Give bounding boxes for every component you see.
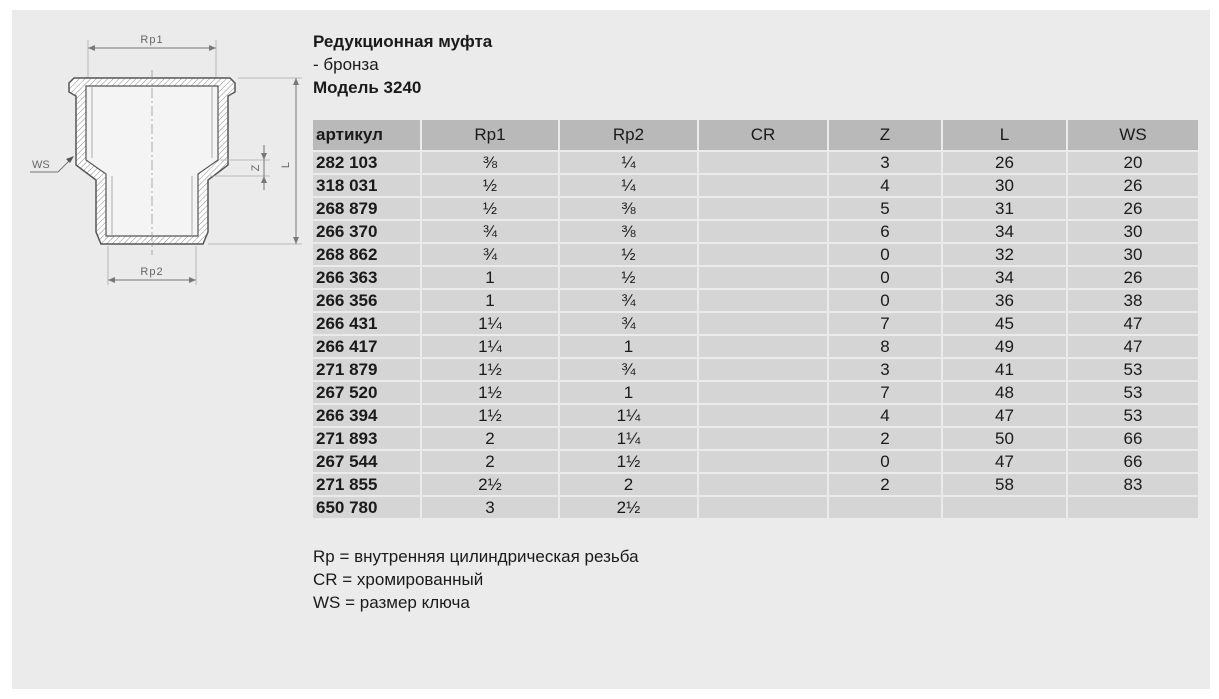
cell-cr	[697, 196, 827, 219]
cell-ws: 83	[1066, 472, 1198, 495]
cell-rp2: ½	[558, 242, 697, 265]
cell-z: 3	[827, 357, 941, 380]
legend	[313, 545, 639, 614]
cell-z: 0	[827, 265, 941, 288]
cell-ws: 47	[1066, 334, 1198, 357]
cell-ws: 66	[1066, 426, 1198, 449]
table-row	[313, 242, 1198, 265]
cell-cr	[697, 472, 827, 495]
table-row	[313, 265, 1198, 288]
cell-z: 8	[827, 334, 941, 357]
cell-rp1: ¾	[420, 219, 558, 242]
cell-l: 41	[941, 357, 1066, 380]
cell-z: 2	[827, 472, 941, 495]
legend-cr: CR = хромированный	[313, 570, 484, 589]
fitting-drawing	[12, 10, 322, 310]
cell-cr	[697, 288, 827, 311]
ws-callout	[30, 156, 74, 172]
cell-ws	[1066, 495, 1198, 518]
fitting-body	[69, 70, 235, 255]
cell-l: 47	[941, 449, 1066, 472]
cell-l: 31	[941, 196, 1066, 219]
product-model: Модель 3240	[313, 78, 422, 97]
table-row	[313, 150, 1198, 173]
cell-ws: 20	[1066, 150, 1198, 173]
cell-rp2: ¼	[558, 173, 697, 196]
table-row	[313, 472, 1198, 495]
cell-rp1: ⅜	[420, 150, 558, 173]
cell-cr	[697, 265, 827, 288]
cell-rp1: ½	[420, 196, 558, 219]
cell-rp1: ½	[420, 173, 558, 196]
cell-article: 266 394	[313, 403, 420, 426]
cell-ws: 47	[1066, 311, 1198, 334]
cell-l: 45	[941, 311, 1066, 334]
cell-rp1: 1½	[420, 380, 558, 403]
ws-label: WS	[32, 159, 50, 171]
cell-rp1: 2	[420, 449, 558, 472]
cell-l: 47	[941, 403, 1066, 426]
table-row	[313, 173, 1198, 196]
cell-article: 268 862	[313, 242, 420, 265]
cell-rp1: 2	[420, 426, 558, 449]
cell-rp2: 1¼	[558, 426, 697, 449]
cell-rp1: 1¼	[420, 311, 558, 334]
cell-rp2: ⅜	[558, 196, 697, 219]
legend-ws: WS = размер ключа	[313, 593, 470, 612]
table-header-row	[313, 120, 1198, 150]
cell-cr	[697, 173, 827, 196]
cell-z: 0	[827, 288, 941, 311]
cell-cr	[697, 311, 827, 334]
cell-z: 7	[827, 311, 941, 334]
table-row	[313, 334, 1198, 357]
cell-article: 266 417	[313, 334, 420, 357]
cell-article: 266 356	[313, 288, 420, 311]
cell-rp1: 1	[420, 288, 558, 311]
cell-l: 58	[941, 472, 1066, 495]
cell-l: 30	[941, 173, 1066, 196]
cell-cr	[697, 150, 827, 173]
table-row	[313, 380, 1198, 403]
cell-l	[941, 495, 1066, 518]
cell-article: 268 879	[313, 196, 420, 219]
cell-z: 3	[827, 150, 941, 173]
cell-rp1: ¾	[420, 242, 558, 265]
cell-rp2: 1	[558, 380, 697, 403]
cell-l: 49	[941, 334, 1066, 357]
cell-cr	[697, 403, 827, 426]
cell-rp1: 1½	[420, 403, 558, 426]
header-cr: CR	[697, 120, 827, 150]
cell-z: 2	[827, 426, 941, 449]
legend-rp: Rp = внутренняя цилиндрическая резьба	[313, 547, 639, 566]
table-row	[313, 449, 1198, 472]
cell-ws: 26	[1066, 265, 1198, 288]
cell-z: 5	[827, 196, 941, 219]
cell-l: 48	[941, 380, 1066, 403]
cell-article: 266 431	[313, 311, 420, 334]
cell-cr	[697, 426, 827, 449]
cell-rp2: 2	[558, 472, 697, 495]
cell-rp2: ¼	[558, 150, 697, 173]
cell-cr	[697, 334, 827, 357]
cell-ws: 53	[1066, 357, 1198, 380]
cell-article: 650 780	[313, 495, 420, 518]
table-row	[313, 219, 1198, 242]
cell-article: 266 370	[313, 219, 420, 242]
cell-ws: 26	[1066, 196, 1198, 219]
cell-ws: 38	[1066, 288, 1198, 311]
cell-z: 0	[827, 242, 941, 265]
table-body	[313, 150, 1198, 518]
header-z: Z	[827, 120, 941, 150]
product-title: Редукционная муфта	[313, 32, 493, 51]
product-heading	[313, 30, 492, 99]
cell-article: 267 544	[313, 449, 420, 472]
z-label: Z	[250, 164, 262, 172]
cell-ws: 30	[1066, 242, 1198, 265]
cell-rp2: ½	[558, 265, 697, 288]
cell-cr	[697, 357, 827, 380]
l-label: L	[280, 161, 292, 169]
cell-article: 266 363	[313, 265, 420, 288]
cell-rp2: ¾	[558, 357, 697, 380]
cell-cr	[697, 242, 827, 265]
cell-z: 4	[827, 403, 941, 426]
cell-rp1: 1¼	[420, 334, 558, 357]
cell-ws: 66	[1066, 449, 1198, 472]
cell-cr	[697, 495, 827, 518]
table-row	[313, 357, 1198, 380]
cell-ws: 53	[1066, 380, 1198, 403]
cell-l: 50	[941, 426, 1066, 449]
cell-cr	[697, 449, 827, 472]
product-material: - бронза	[313, 55, 379, 74]
cell-l: 36	[941, 288, 1066, 311]
cell-l: 32	[941, 242, 1066, 265]
cell-rp1: 3	[420, 495, 558, 518]
spec-table	[313, 120, 1198, 518]
cell-rp2: 1	[558, 334, 697, 357]
header-rp1: Rp1	[420, 120, 558, 150]
cell-z: 7	[827, 380, 941, 403]
cell-l: 34	[941, 265, 1066, 288]
cell-rp2: ¾	[558, 288, 697, 311]
cell-rp2: 1¼	[558, 403, 697, 426]
table-row	[313, 495, 1198, 518]
cell-rp1: 1	[420, 265, 558, 288]
cell-article: 271 855	[313, 472, 420, 495]
table-row	[313, 311, 1198, 334]
rp1-label: Rp1	[140, 34, 164, 46]
cell-ws: 26	[1066, 173, 1198, 196]
cell-l: 26	[941, 150, 1066, 173]
cell-rp2: 2½	[558, 495, 697, 518]
table-row	[313, 426, 1198, 449]
table-row	[313, 288, 1198, 311]
rp2-label: Rp2	[140, 266, 164, 278]
cell-z	[827, 495, 941, 518]
product-panel	[12, 10, 1210, 689]
cell-rp1: 2½	[420, 472, 558, 495]
header-article: артикул	[313, 120, 420, 150]
cell-article: 271 893	[313, 426, 420, 449]
table-row	[313, 403, 1198, 426]
cell-article: 282 103	[313, 150, 420, 173]
table-row	[313, 196, 1198, 219]
cell-rp2: ⅜	[558, 219, 697, 242]
cell-ws: 30	[1066, 219, 1198, 242]
cell-z: 4	[827, 173, 941, 196]
header-l: L	[941, 120, 1066, 150]
cell-cr	[697, 219, 827, 242]
cell-l: 34	[941, 219, 1066, 242]
cell-cr	[697, 380, 827, 403]
header-ws: WS	[1066, 120, 1198, 150]
cell-ws: 53	[1066, 403, 1198, 426]
cell-z: 6	[827, 219, 941, 242]
cell-article: 271 879	[313, 357, 420, 380]
cell-z: 0	[827, 449, 941, 472]
cell-rp1: 1½	[420, 357, 558, 380]
header-rp2: Rp2	[558, 120, 697, 150]
cell-rp2: ¾	[558, 311, 697, 334]
cell-article: 318 031	[313, 173, 420, 196]
cell-rp2: 1½	[558, 449, 697, 472]
cell-article: 267 520	[313, 380, 420, 403]
